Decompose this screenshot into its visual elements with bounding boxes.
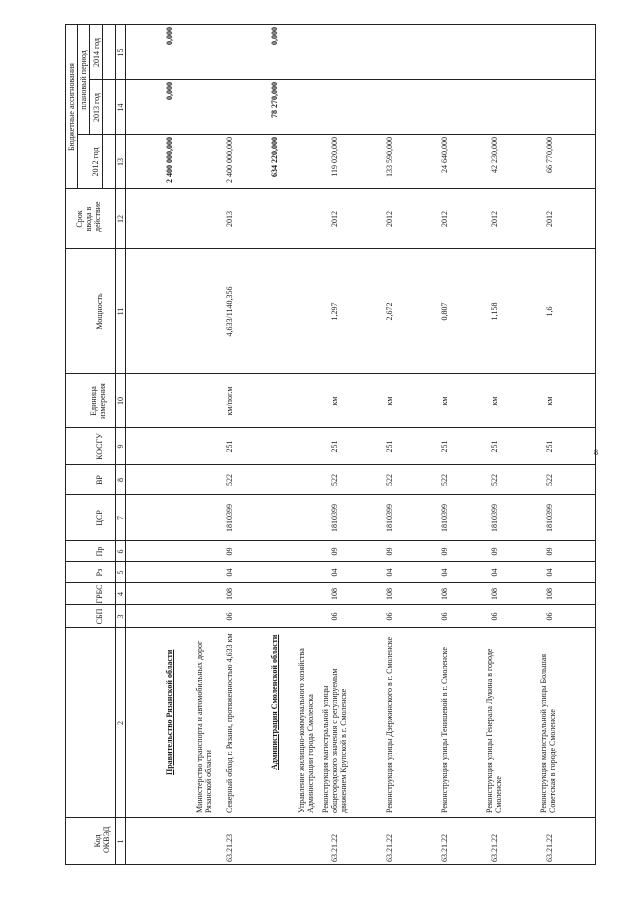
col-csr-header: ЦСР (95, 510, 104, 526)
year-2014-header: 2014 год (92, 38, 101, 67)
row-2012: 2 400 000,000 (225, 137, 234, 183)
col-number: 8 (116, 478, 125, 482)
row-power: 1,297 (330, 302, 339, 321)
col-number: 5 (116, 570, 125, 575)
budget-table (65, 25, 595, 865)
row-rz: 04 (545, 568, 554, 577)
row-kosgu: 251 (225, 440, 234, 453)
col-grbs-header: ГРБС (95, 584, 104, 604)
rule-num-bottom (125, 25, 126, 865)
row-okved: 63.21.22 (490, 834, 499, 862)
col-vr-header: ВР (95, 475, 104, 485)
col-number: 1 (116, 839, 125, 844)
row-power: 0,807 (440, 302, 449, 321)
row-power: 1,6 (545, 306, 554, 317)
col-rz-header: Рз (95, 568, 104, 577)
row-term: 2012 (490, 211, 499, 227)
row-sbp: 06 (330, 612, 339, 621)
row-csr: 1810399 (225, 504, 234, 532)
row-okved: 63.21.22 (545, 834, 554, 862)
row-pr: 09 (490, 547, 499, 556)
row-name: Реконструкция магистральной улицы Большая Советская в городе Смоленске (539, 653, 557, 813)
row-csr: 1810399 (330, 504, 339, 532)
ryazan-total-2013: 0,000 (165, 82, 174, 100)
row-grbs: 108 (330, 588, 339, 600)
row-csr: 1810399 (385, 504, 394, 532)
row-power: 1,158 (490, 302, 499, 321)
col-pr-header: Пр (95, 546, 104, 557)
page-number: 8 (594, 448, 598, 457)
row-rz: 04 (385, 568, 394, 577)
year-2012-header: 2012 год (91, 147, 100, 177)
col-term-header: Срок ввода в действие (75, 201, 102, 232)
org-smolensk-administration: Администрация Смоленской области (270, 634, 279, 770)
row-grbs: 108 (225, 588, 234, 600)
row-power: 4,633/1140,356 (225, 286, 234, 337)
row-rz: 04 (225, 568, 234, 577)
row-power: 2,672 (385, 302, 394, 321)
org-smolensk-housing: Управление жилищно-коммунального хозяйства Администрации города Смоленска (297, 648, 315, 813)
col-sbp-header: СБП (95, 608, 104, 625)
col-unit-header: Единица измерения (89, 383, 107, 419)
row-sbp: 06 (545, 612, 554, 621)
col-number: 7 (116, 516, 125, 520)
row-name: Реконструкция улицы Генерала Лукина в городе Смоленске (485, 648, 503, 813)
row-vr: 522 (490, 474, 499, 486)
rule-budget-head (77, 25, 78, 189)
row-unit: км/пог.м (225, 386, 234, 416)
year-2013-header: 2013 год (92, 93, 101, 122)
col-number: 13 (116, 158, 125, 166)
row-csr: 1810399 (440, 504, 449, 532)
row-sbp: 06 (225, 612, 234, 621)
row-2012: 133 590,000 (385, 137, 394, 177)
ryazan-total-2014: 0,000 (165, 27, 174, 45)
row-kosgu: 251 (440, 440, 449, 453)
col-number: 12 (116, 215, 125, 223)
org-ryazan-government: Правительство Рязанской области (165, 649, 174, 775)
row-sbp: 06 (490, 612, 499, 621)
row-okved: 63.21.22 (440, 834, 449, 862)
col-number: 6 (116, 549, 125, 554)
col-power-header: Мощность (95, 293, 104, 330)
row-pr: 09 (330, 547, 339, 556)
col-kosgu-header: КОСГУ (95, 433, 104, 460)
row-name: Реконструкция магистральной улицы общегородского значения с регулируемым движением Крупской в г. Смоленске (321, 668, 348, 813)
row-name: Реконструкция улицы Тенишевой в г. Смоленске (440, 647, 449, 813)
row-grbs: 108 (545, 588, 554, 600)
row-2012: 42 230,000 (490, 137, 499, 173)
row-sbp: 06 (440, 612, 449, 621)
row-name: Северный обход г. Рязани, протяженностью 4,633 км (225, 633, 234, 813)
budget-header: Бюджетные ассигнования (67, 63, 76, 151)
row-vr: 522 (545, 474, 554, 486)
row-unit: км (330, 396, 339, 406)
col-number: 11 (116, 307, 125, 316)
row-unit: км (545, 396, 554, 406)
col-number: 14 (116, 103, 125, 112)
org-ryazan-ministry: Министерство транспорта и автомобильных дорог Рязанской области (195, 640, 213, 813)
col-number: 2 (116, 721, 125, 725)
row-term: 2012 (545, 211, 554, 227)
rule-c13 (77, 134, 596, 135)
rule-right (65, 24, 596, 25)
col-number: 15 (116, 48, 125, 57)
row-pr: 09 (385, 547, 394, 556)
rule-top (65, 25, 66, 865)
rule-bottom (595, 25, 596, 865)
row-2012: 66 770,000 (545, 137, 554, 173)
row-rz: 04 (490, 568, 499, 577)
row-csr: 1810399 (545, 504, 554, 532)
smolensk-total-2013: 78 270,000 (270, 82, 279, 118)
col-number: 3 (116, 614, 125, 619)
row-pr: 09 (440, 547, 449, 556)
col-number: 4 (116, 592, 125, 596)
row-kosgu: 251 (545, 440, 554, 453)
row-vr: 522 (330, 474, 339, 486)
row-pr: 09 (545, 547, 554, 556)
rule-planned-head (89, 25, 90, 135)
row-grbs: 108 (440, 588, 449, 600)
row-sbp: 06 (385, 612, 394, 621)
row-kosgu: 251 (330, 440, 339, 453)
row-unit: км (490, 396, 499, 406)
row-unit: км (440, 396, 449, 406)
col-number: 9 (116, 444, 125, 449)
row-term: 2012 (330, 211, 339, 227)
row-grbs: 108 (490, 588, 499, 600)
row-unit: км (385, 396, 394, 406)
row-term: 2012 (385, 211, 394, 227)
row-kosgu: 251 (490, 440, 499, 453)
planned-header: плановый период (79, 50, 88, 110)
row-term: 2013 (225, 211, 234, 227)
row-rz: 04 (330, 568, 339, 577)
row-okved: 63.21.22 (330, 834, 339, 862)
rule-y-head (102, 25, 103, 189)
row-vr: 522 (225, 474, 234, 486)
row-term: 2012 (440, 211, 449, 227)
row-name: Реконструкция улицы Дзержинского в г. Смоленске (385, 636, 394, 813)
rule-left (65, 864, 596, 865)
smolensk-total-2014: 0,000 (270, 27, 279, 45)
smolensk-total-2012: 634 220,000 (270, 137, 279, 177)
row-okved: 63.21.22 (385, 834, 394, 862)
row-kosgu: 251 (385, 440, 394, 453)
row-rz: 04 (440, 568, 449, 577)
row-okved: 63.21.23 (225, 834, 234, 862)
row-grbs: 108 (385, 588, 394, 600)
col-number: 10 (116, 397, 125, 405)
row-vr: 522 (440, 474, 449, 486)
row-2012: 119 020,000 (330, 137, 339, 177)
rule-c1 (65, 817, 596, 818)
row-2012: 24 640,000 (440, 137, 449, 173)
row-csr: 1810399 (490, 504, 499, 532)
col-okved-header: Код ОКВЭД (93, 826, 111, 853)
ryazan-total-2012: 2 400 000,000 (165, 137, 174, 183)
row-pr: 09 (225, 547, 234, 556)
row-vr: 522 (385, 474, 394, 486)
